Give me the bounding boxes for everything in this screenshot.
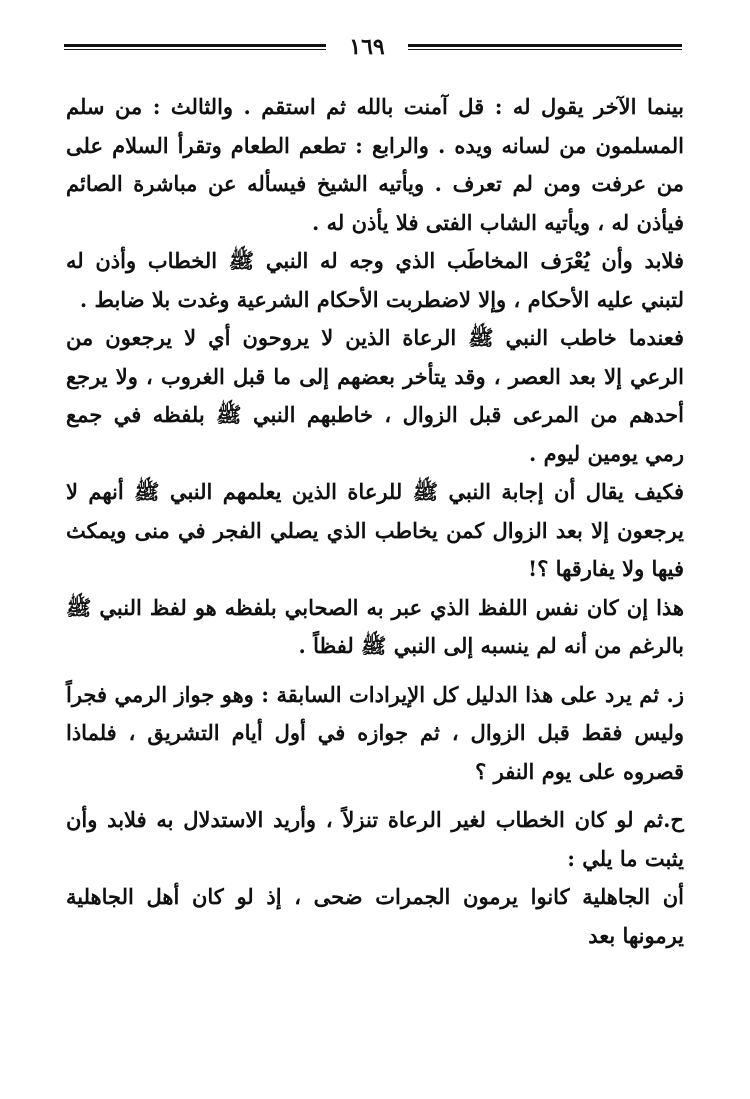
paragraph: ح.ثم لو كان الخطاب لغير الرعاة تنزلاً ، وأريد الاستدلال به فلابد وأن يثبت ما يلي : — [66, 807, 684, 871]
paragraph: بينما الآخر يقول له : قل آمنت بالله ثم استقم . والثالث : من سلم المسلمون من لسانه ويده . والرابع : تطعم الطعام وتقرأ السلام على من عرفت ومن لم تعرف . ويأتيه الشيخ فيسأله عن مباشرة الصائم فيأذن له ، ويأتيه الشاب الفتى فلا يأذن له . — [66, 94, 684, 235]
paragraph: فعندما خاطب النبي ﷺ الرعاة الذين لا يروحون أي لا يرجعون من الرعي إلا بعد العصر ، وقد يتأخر بعضهم إلى ما قبل الغروب ، ولا يرجع أحدهم من المرعى قبل الزوال ، خاطبهم النبي ﷺ بلفظه في جمع رمي يومين ليوم . — [66, 325, 684, 466]
paragraph: فلابد وأن يُعْرَف المخاطَب الذي وجه له النبي ﷺ الخطاب وأذن له لتبني عليه الأحكام ، وإلا لاضطربت الأحكام الشرعية وغدت بلا ضابط . — [66, 248, 684, 312]
page-body — [66, 88, 684, 955]
header-rule-right — [408, 44, 682, 50]
paragraph: ز. ثم يرد على هذا الدليل كل الإيرادات السابقة : وهو جواز الرمي فجراً وليس فقط قبل الزوال ، ثم جوازه في أول أيام التشريق ، فلماذا قصروه على يوم النفر ؟ — [66, 681, 684, 784]
paragraph: أن الجاهلية كانوا يرمون الجمرات ضحى ، إذ لو كان أهل الجاهلية يرمونها بعد — [66, 884, 684, 948]
paragraph: فكيف يقال أن إجابة النبي ﷺ للرعاة الذين يعلمهم النبي ﷺ أنهم لا يرجعون إلا بعد الزوال كمن يخاطب الذي يصلي الفجر في منى ويمكث فيها ولا يفارقها ؟! — [66, 479, 684, 581]
paragraph: هذا إن كان نفس اللفظ الذي عبر به الصحابي بلفظه هو لفظ النبي ﷺ بالرغم من أنه لم ينسبه إلى النبي ﷺ لفظاً . — [66, 594, 684, 658]
page-header — [64, 34, 682, 62]
header-rule-left — [64, 44, 326, 50]
page-number: ١٦٩ — [349, 34, 385, 60]
